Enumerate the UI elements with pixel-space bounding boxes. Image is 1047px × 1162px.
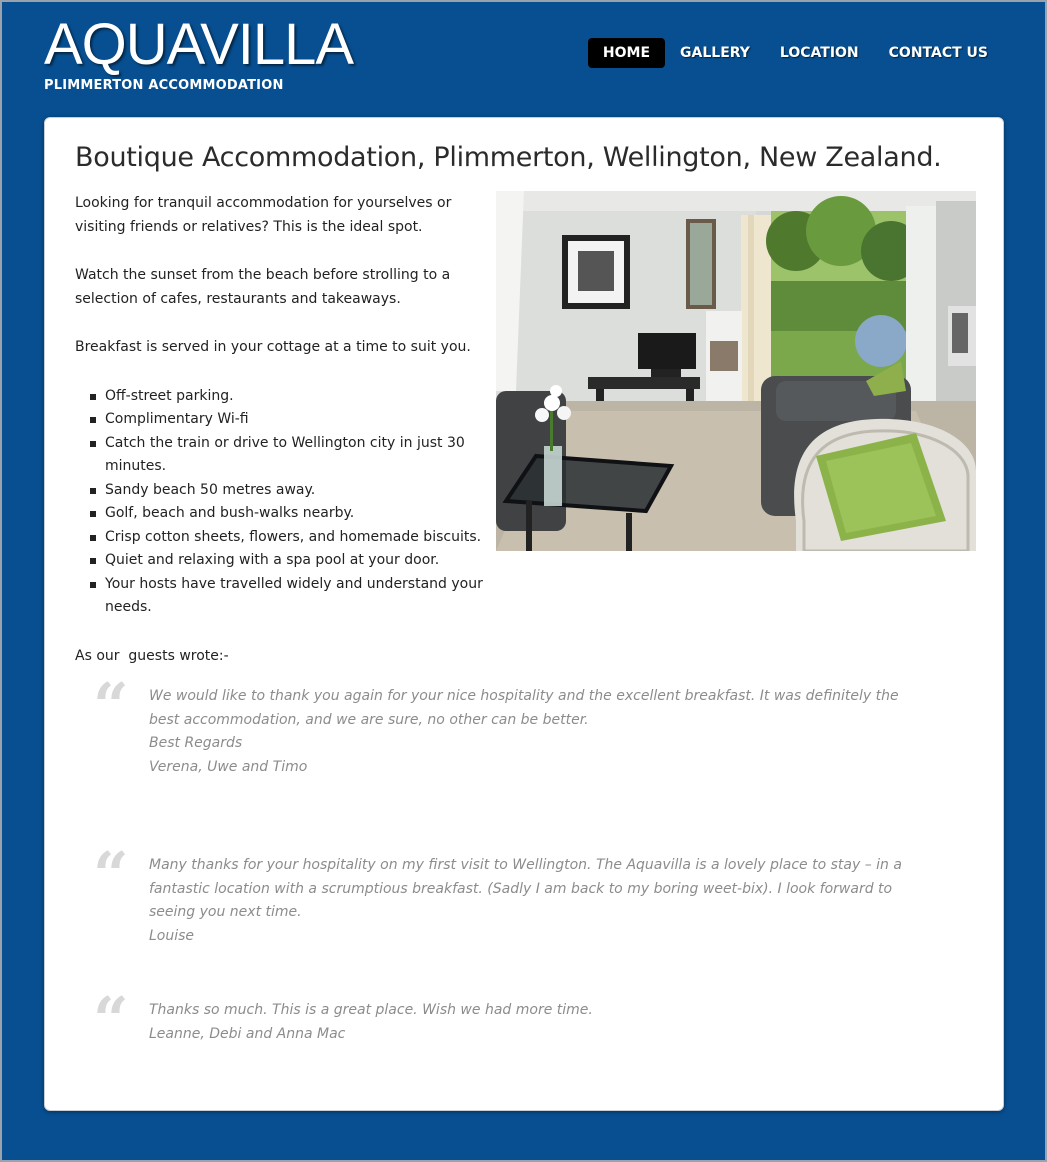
list-item: Off-street parking. xyxy=(105,385,505,409)
page-title: Boutique Accommodation, Plimmerton, Wellington, New Zealand. xyxy=(75,142,942,173)
site-header xyxy=(2,2,1045,116)
guests-intro: As our guests wrote:- xyxy=(75,647,229,664)
testimonial-closing: Best Regards xyxy=(149,735,243,751)
list-item: Quiet and relaxing with a spa pool at your door. xyxy=(105,549,505,573)
site-title: AQUAVILLA xyxy=(44,12,354,77)
site-tagline: PLIMMERTON ACCOMMODATION xyxy=(44,78,284,93)
cottage-interior-photo xyxy=(496,191,976,551)
list-item: Complimentary Wi-fi xyxy=(105,408,505,432)
testimonial-1 xyxy=(93,669,913,779)
testimonial-3 xyxy=(93,983,913,1056)
testimonial-author: Louise xyxy=(149,927,195,944)
breakfast-paragraph: Breakfast is served in your cottage at a time to suit you. xyxy=(75,339,471,355)
content-card xyxy=(44,117,1004,1111)
testimonial-author: Verena, Uwe and Timo xyxy=(149,758,308,775)
intro-paragraph: Looking for tranquil accommodation for yourselves or visiting friends or relatives? This is the ideal spot. xyxy=(75,195,452,235)
testimonial-text: Thanks so much. This is a great place. Wish we had more time. xyxy=(149,1002,593,1018)
nav-home[interactable]: HOME xyxy=(588,38,665,68)
list-item: Crisp cotton sheets, flowers, and homemade biscuits. xyxy=(105,526,505,550)
main-nav xyxy=(588,38,1003,68)
testimonial-text: Many thanks for your hospitality on my first visit to Wellington. The Aquavilla is a lovely place to stay – in a fantastic location with a scrumptious breakfast. (Sadly I am back to my boring weet-bix). I look forward to seeing you next time. xyxy=(149,857,902,920)
quote-mark-icon: “ xyxy=(93,838,129,911)
sunset-paragraph: Watch the sunset from the beach before strolling to a selection of cafes, restaurants and takeaways. xyxy=(75,267,451,307)
list-item: Golf, beach and bush-walks nearby. xyxy=(105,502,505,526)
nav-location[interactable]: LOCATION xyxy=(779,45,859,61)
testimonial-author: Leanne, Debi and Anna Mac xyxy=(149,1025,346,1042)
site-logo-link[interactable] xyxy=(44,14,353,93)
testimonial-text: We would like to thank you again for your nice hospitality and the excellent breakfast. It was definitely the best accommodation, and we are sure, no other can be better. xyxy=(149,688,899,728)
list-item: Sandy beach 50 metres away. xyxy=(105,479,505,503)
list-item: Catch the train or drive to Wellington city in just 30 minutes. xyxy=(105,432,505,479)
quote-mark-icon: “ xyxy=(93,983,129,1056)
features-list xyxy=(75,385,505,620)
quote-mark-icon: “ xyxy=(93,669,129,742)
nav-contact-us[interactable]: CONTACT US xyxy=(888,45,988,61)
list-item: Your hosts have travelled widely and understand your needs. xyxy=(105,573,505,620)
testimonial-2 xyxy=(93,838,913,948)
intro-text xyxy=(75,192,505,693)
nav-gallery[interactable]: GALLERY xyxy=(680,45,750,61)
